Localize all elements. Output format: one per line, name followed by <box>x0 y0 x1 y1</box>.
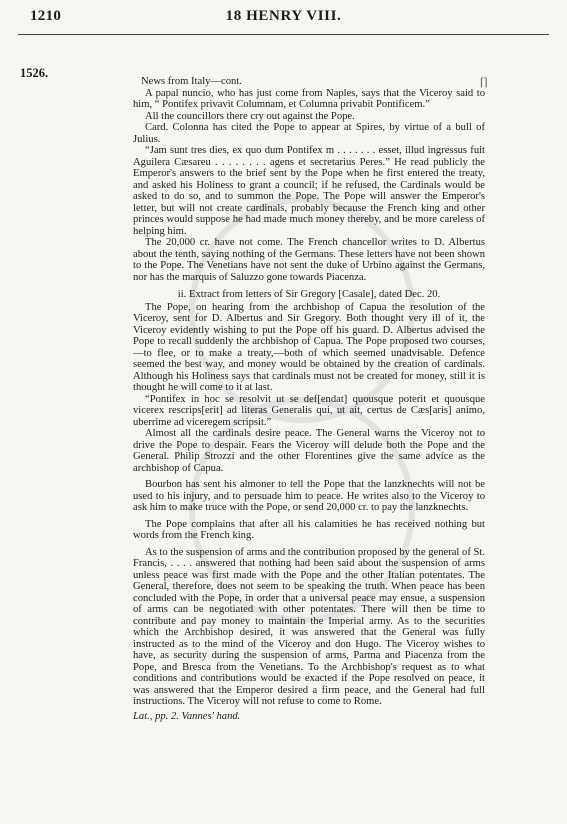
paragraph: All the councillors there cry out against the Pope. <box>145 110 355 122</box>
paragraph: The Pope complains that after all his calamities he has received nothing but words from the French king. <box>133 518 485 541</box>
paragraph: Card. Colonna has cited the Pope to appear at Spires, by virtue of a bull of Julius. <box>133 122 485 145</box>
paragraph: The Pope, on hearing from the archbishop of Capua the resolution of the Viceroy, sent for D. Albertus and Sir Gregory. Both thought very ill of it, the Viceroy evidently wishing to put the Pope off his guard. D. Albertus advised the Pope to recall suddenly the archbishop of Capua. The Pope proposed two courses,—to flee, or to make a treaty,—both of which seemed unadvisable. Defence seemed the best way, and money would be obtained by the creation of cardinals. Although his Holiness says that cardinals must not be created for money, still it is thought he will come to it at last. <box>133 301 485 393</box>
paragraph: The 20,000 cr. have not come. The French chancellor writes to D. Albertus about the tenth, saying nothing of the Germans. These letters have not been shown to the Pope. The Venetians have not sent the duke of Urbino against the Germans, nor has the marquis of Saluzzo gone towards Piacenza. <box>133 237 485 283</box>
paragraph: Almost all the cardinals desire peace. The General warns the Viceroy not to drive the Pope to despair. Fears the Viceroy will delude both the Pope and the General. Philip Strozzi and the other Florentines give the same advice as the archbishop of Capua. <box>133 428 485 474</box>
section-title: News from Italy—cont. <box>141 76 242 87</box>
running-title: 18 HENRY VIII. <box>225 8 342 24</box>
footnote: Lat., pp. 2. Vannes' hand. <box>133 710 241 722</box>
margin-year: 1526. <box>20 66 49 80</box>
page-header <box>18 8 549 32</box>
paragraph: Bourbon has sent his almoner to tell the Pope that the lanzknechts will not be used to his injury, and to persuade him to peace. He writes also to the Viceroy to ask him to make truce with the Pope, or send 20,000 cr. to pay the lanzknechts. <box>133 479 485 513</box>
paragraph: As to the suspension of arms and the contribution proposed by the general of St. Francis, . . . . answered that nothing had been said about the suspension of arms unless peace was first made with the Pope and the other Italian potentates. The General, therefore, does not seem to be speaking the truth. When peace has been concluded with the Pope, in order that a universal peace may ensue, a suspension of arms can be negotiated with other potentates. There will then be time to contribute and pay money to maintain the Imperial army. As to the securities which the Archbishop desired, it was answered that the General was fully instructed as to the mind of the Viceroy and don Hugo. The Viceroy wishes to have, as security during the suspension of arms, Parma and Piacenza from the Pope, and Bresca from the Venetians. To the Archbishop's request as to what conditions and contributions would be exacted if the Pope resolved on peace, it was answered that the Emperor desired a firm peace, and the General had full instructions. The Viceroy will not refuse to come to Rome. <box>133 546 485 707</box>
paragraph: “Jam sunt tres dies, ex quo dum Pontifex m . . . . . . . esset, illud ingressus fuit Aguilera Cæsareu . . . . . . . . agens et secretarius Peres.” He read publicly the Emperor's answers to the brief sent by the Pope when he first entered the treaty, and asked his Holiness to grant a council; if he refused, the Cardinals would be asked to do so, and to summon the Pope. The Pope will answer the Emperor's letter, but will not create cardinals, probably because the French king and other princes would suppose he had made much money thereby, and be more careless of helping him. <box>133 145 485 237</box>
paragraph: A papal nuncio, who has just come from Naples, says that the Viceroy said to him, “ Pontifex privavit Columnam, et Columna privabit Pontificem.” <box>133 87 485 110</box>
margin-mark: ⌈⌉ <box>480 77 487 89</box>
paragraph: “Pontifex in hoc se resolvit ut se def[endat] quousque poterit et quousque vicerex rescrips[erit] ad literas Generalis qui, ut ait, certus de Cæs[aris] animo, uberrime ad viceregem scripsit.” <box>133 393 485 428</box>
page-number: 1210 <box>30 8 62 24</box>
extract-title: ii. Extract from letters of Sir Gregory [Casale], dated Dec. 20. <box>177 289 441 300</box>
document-body <box>133 76 485 722</box>
header-rule <box>18 34 549 35</box>
